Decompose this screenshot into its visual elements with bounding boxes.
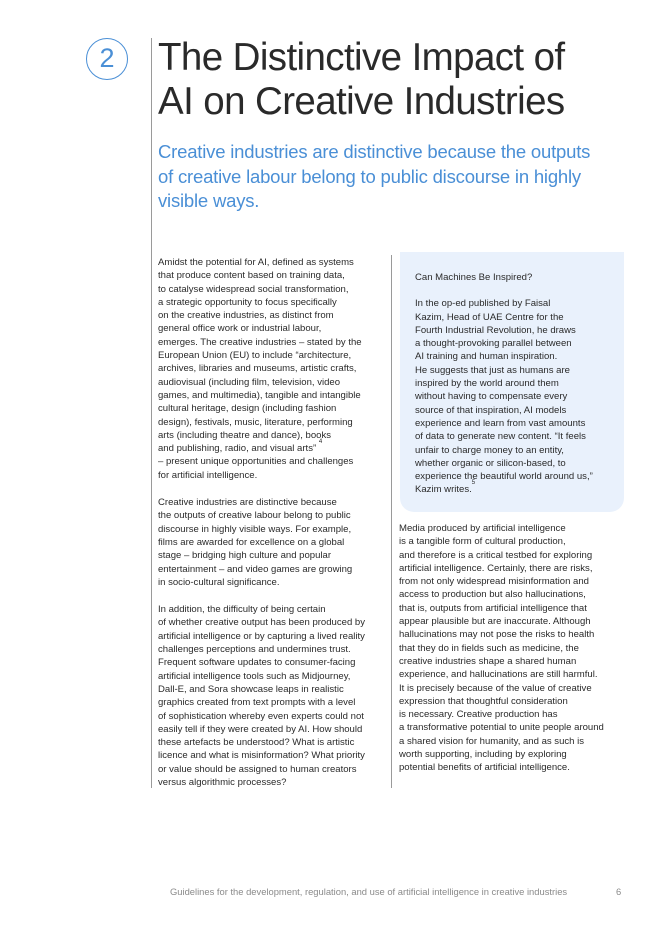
- text-line: in socio-cultural significance.: [158, 576, 280, 588]
- text-line: Creative industries are distinctive because: [158, 497, 337, 509]
- footnote-marker: 4: [318, 439, 323, 446]
- text-line: Fourth Industrial Revolution, he draws: [415, 324, 576, 336]
- text-line: entertainment – and video games are growing: [158, 563, 353, 575]
- text-line: In the op-ed published by Faisal: [415, 298, 551, 310]
- text-line: Kazim writes.: [415, 484, 472, 496]
- text-line: on the creative industries, as distinct from: [158, 310, 334, 322]
- sidebar-box: [400, 252, 624, 512]
- text-line: these artefacts be understood? What is artistic: [158, 737, 355, 749]
- left-paragraph-2: [158, 496, 386, 589]
- text-line: is a tangible form of cultural production,: [399, 536, 566, 548]
- left-margin-rule: [151, 38, 152, 788]
- text-line: Amidst the potential for AI, defined as systems: [158, 257, 354, 268]
- text-line: inspired by the world around them: [415, 378, 559, 390]
- text-line: experience and learn from vast amounts: [415, 417, 586, 429]
- text-line: archives, libraries and museums, artistic crafts,: [158, 363, 357, 375]
- text-line: without having to compensate every: [415, 391, 568, 403]
- text-line: of sophistication whereby even experts could not: [158, 710, 364, 722]
- text-line: of data to generate new content. “It feels: [415, 431, 586, 443]
- text-line: experience, and hallucinations are still harmful.: [399, 669, 598, 681]
- text-line: general office work or industrial labour,: [158, 323, 322, 335]
- subtitle-line: of creative labour belong to public discourse in highly: [158, 165, 581, 187]
- text-line: whether organic or silicon-based, to: [415, 457, 566, 469]
- text-line: emerges. The creative industries – stated by the: [158, 336, 362, 348]
- section-subtitle: [158, 140, 628, 214]
- text-line: artificial intelligence. Certainly, there are risks,: [399, 562, 593, 574]
- left-paragraph-1: [158, 256, 386, 482]
- page-title: [158, 36, 638, 124]
- text-line: Frequent software updates to consumer-facing: [158, 657, 356, 669]
- footnote-marker: 5: [471, 480, 476, 487]
- text-line: films are awarded for excellence on a global: [158, 536, 345, 548]
- right-column: [399, 522, 627, 775]
- text-line: He suggests that just as humans are: [415, 364, 570, 376]
- text-line: unfair to charge money to an entity,: [415, 444, 564, 456]
- text-line: potential benefits of artificial intelligence.: [399, 762, 570, 774]
- text-line: graphics created from text prompts with a level: [158, 697, 356, 709]
- text-line: and publishing, radio, and visual arts”: [158, 443, 317, 455]
- text-line: games, and multimedia), tangible and intangible: [158, 389, 361, 401]
- text-line: discourse in highly visible ways. For example,: [158, 523, 352, 535]
- text-line: AI training and human inspiration.: [415, 351, 558, 363]
- text-line: and therefore is a critical testbed for exploring: [399, 549, 593, 561]
- text-line: Dall-E, and Sora showcase leaps in realistic: [158, 683, 344, 695]
- text-line: to catalyse widespread social transformation,: [158, 283, 349, 295]
- text-line: arts (including theatre and dance), books: [158, 429, 332, 441]
- sidebar-body: [415, 297, 610, 496]
- text-line: Media produced by artificial intelligence: [399, 523, 566, 534]
- text-line: a strategic opportunity to focus specifically: [158, 296, 337, 308]
- text-line: design), festivals, music, literature, performing: [158, 416, 353, 428]
- text-line: is necessary. Creative production has: [399, 709, 558, 721]
- footer-document-title: Guidelines for the development, regulation, and use of artificial intelligence in creative industries: [170, 886, 568, 897]
- text-line: creative industries shape a shared human: [399, 655, 577, 667]
- text-line: European Union (EU) to include “architecture,: [158, 350, 352, 362]
- text-line: – present unique opportunities and challenges: [158, 456, 354, 468]
- text-line: experience the beautiful world around us,”: [415, 471, 593, 483]
- text-line: stage – bridging high culture and popular: [158, 550, 332, 562]
- text-line: or value should be assigned to human creators: [158, 763, 357, 775]
- chapter-number-badge: [86, 38, 128, 80]
- text-line: It is precisely because of the value of creative: [399, 682, 592, 694]
- text-line: artificial intelligence or by capturing a lived reality: [158, 630, 365, 642]
- text-line: versus algorithmic processes?: [158, 776, 287, 788]
- text-line-with-footnote: [158, 439, 386, 455]
- text-line: challenges perceptions and undermines trust.: [158, 644, 351, 656]
- text-line: licence and what is misinformation? What priority: [158, 750, 365, 762]
- text-line: access to production but also hallucinations,: [399, 589, 586, 601]
- text-line: cultural heritage, design (including fashion: [158, 403, 337, 415]
- text-line-with-footnote: [415, 480, 610, 496]
- text-line: In addition, the difficulty of being certain: [158, 604, 326, 616]
- text-line: source of that inspiration, AI models: [415, 404, 567, 416]
- left-column: [158, 256, 386, 803]
- text-line: of whether creative output has been produced by: [158, 617, 365, 629]
- text-line: that is, outputs from artificial intelligence that: [399, 602, 587, 614]
- text-line: a thought-provoking parallel between: [415, 338, 572, 350]
- text-line: a shared vision for humanity, and as such is: [399, 735, 585, 747]
- text-line: worth supporting, including by exploring: [399, 749, 567, 761]
- subtitle-line: visible ways.: [158, 190, 260, 211]
- text-line: that produce content based on training data,: [158, 270, 345, 282]
- text-line: Kazim, Head of UAE Centre for the: [415, 311, 564, 323]
- left-paragraph-3: [158, 603, 386, 789]
- text-line: audiovisual (including film, television, video: [158, 376, 341, 388]
- text-line: appear plausible but are inaccurate. Although: [399, 616, 591, 628]
- text-line: a transformative potential to unite people around: [399, 722, 604, 734]
- page-number: 6: [616, 886, 622, 897]
- text-line: artificial intelligence tools such as Midjourney,: [158, 670, 351, 682]
- text-line: from not only widespread misinformation and: [399, 576, 589, 588]
- text-line: that they do in fields such as medicine, the: [399, 642, 579, 654]
- text-line: expression that thoughtful consideration: [399, 695, 568, 707]
- page-title-line: AI on Creative Industries: [158, 80, 565, 123]
- text-line: easily tell if they were created by AI. How should: [158, 723, 363, 735]
- sidebar-title: Can Machines Be Inspired?: [415, 272, 533, 283]
- column-divider-rule: [391, 255, 392, 788]
- text-line: hallucinations may not pose the risks to health: [399, 629, 595, 641]
- page-title-line: The Distinctive Impact of: [158, 36, 565, 79]
- text-line: for artificial intelligence.: [158, 469, 258, 481]
- subtitle-line: Creative industries are distinctive because the outputs: [158, 141, 591, 162]
- chapter-number: 2: [99, 43, 115, 73]
- right-paragraph-1: [399, 522, 627, 775]
- text-line: the outputs of creative labour belong to public: [158, 510, 351, 522]
